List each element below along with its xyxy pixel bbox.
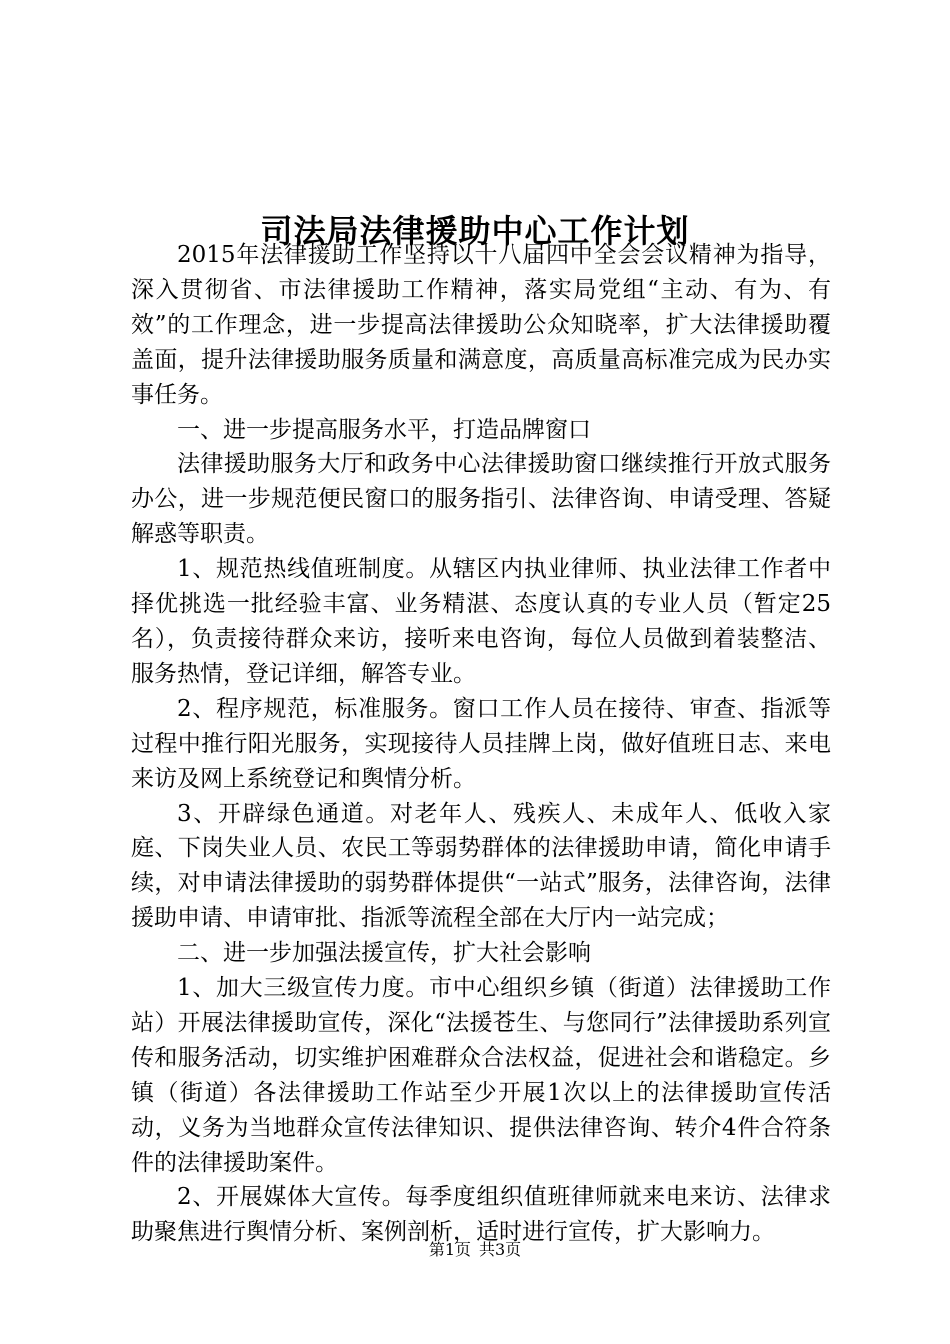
- document-title: 司法局法律援助中心工作计划: [260, 212, 690, 251]
- paragraph-three-level-publicity: 1、加大三级宣传力度。市中心组织乡镇（街道）法律援助工作站）开展法律援助宣传，深化“法援苍生、与您同行”法律援助系列宣传和服务活动，切实维护困难群众合法权益，促进社会和谐稳定。乡镇（街道）各法律援助工作站至少开展1次以上的法律援助宣传活动，义务为当地群众宣传法律知识、提供法律咨询、转介4件合符条件的法律援助案件。: [131, 975, 831, 1176]
- paragraph-service-hall: 法律援助服务大厅和政务中心法律援助窗口继续推行开放式服务办公，进一步规范便民窗口的服务指引、法律咨询、申请受理、答疑解惑等职责。: [131, 451, 831, 548]
- section-heading-2: 二、进一步加强法援宣传，扩大社会影响: [177, 940, 591, 967]
- section-heading-1: 一、进一步提高服务水平，打造品牌窗口: [177, 416, 591, 443]
- page-number: 第1页: [428, 1240, 471, 1259]
- paragraph-green-channel: 3、开辟绿色通道。对老年人、残疾人、未成年人、低收入家庭、下岗失业人员、农民工等弱势群体的法律援助申请，简化申请手续，对申请法律援助的弱势群体提供“一站式”服务，法律咨询，法律援助申请、申请审批、指派等流程全部在大厅内一站完成；: [131, 800, 831, 932]
- paragraph-hotline-duty: 1、规范热线值班制度。从辖区内执业律师、执业法律工作者中择优挑选一批经验丰富、业务精湛、态度认真的专业人员（暂定25名），负责接待群众来访，接听来电咨询，每位人员做到着装整洁、服务热情，登记详细，解答专业。: [131, 556, 831, 687]
- document-body: [131, 238, 831, 1250]
- paragraph-media-publicity: 2、开展媒体大宣传。每季度组织值班律师就来电来访、法律求助聚焦进行舆情分析、案例剖析，适时进行宣传，扩大影响力。: [131, 1184, 831, 1246]
- paragraph-standard-service: 2、程序规范，标准服务。窗口工作人员在接待、审查、指派等过程中推行阳光服务，实现接待人员挂牌上岗，做好值班日志、来电来访及网上系统登记和舆情分析。: [131, 695, 831, 792]
- paragraph-intro: 2015年法律援助工作坚持以十八届四中全会会议精神为指导，深入贯彻省、市法律援助工作精神，落实局党组“主动、有为、有效”的工作理念，进一步提高法律援助公众知晓率，扩大法律援助覆盖面，提升法律援助服务质量和满意度，高质量高标准完成为民办实事任务。: [131, 242, 831, 408]
- page-footer: [0, 1238, 950, 1262]
- page-total: 共3页: [479, 1240, 522, 1259]
